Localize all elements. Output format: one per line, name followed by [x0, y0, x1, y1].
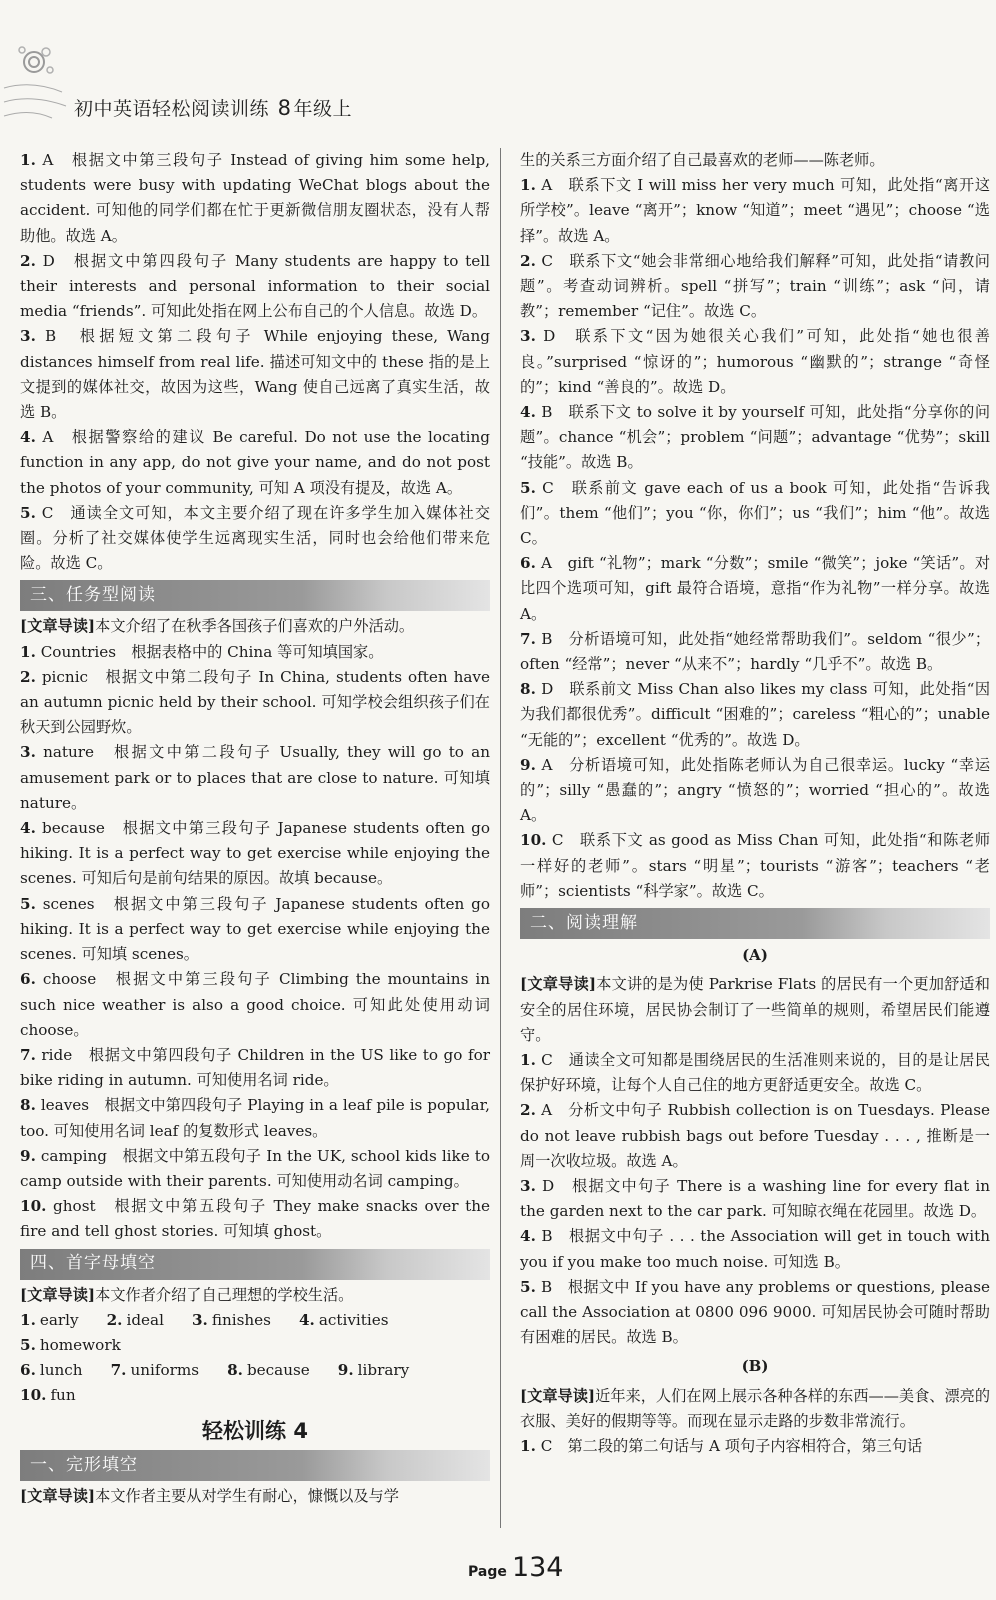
answer-item: 3. B 根据短文第二段句子 While enjoying these, Wang distances himself from real life. 描述可知文中的 these 指的是上文提到的媒体社交，故因为这些，Wang 使自己远离了真实生活，故选 B。 [20, 327, 490, 422]
section-heading-initial-letter: 四、首字母填空 [20, 1249, 490, 1280]
answer-item: 8. leaves 根据文中第四段句子 Playing in a leaf pile is popular, too. 可知使用名词 leaf 的复数形式 leaves。 [20, 1096, 490, 1140]
title-suffix: 年级上 [293, 98, 352, 120]
answer-word: 10. fun [20, 1386, 76, 1405]
page-header [0, 0, 996, 130]
answer-item: 5. B 根据文中 If you have any problems or questions, please call the Association at 0800 096 9000. 可知居民协会可随时帮助有困难的居民。故选 B。 [520, 1277, 991, 1347]
article-guide: [文章导读]本文介绍了在秋季各国孩子们喜欢的户外活动。 [20, 617, 415, 636]
answer-item: 9. camping 根据文中第五段句子 In the UK, school kids like to camp outside with their parents. 可知使用动名词 camping。 [20, 1146, 491, 1190]
answer-word: 5. homework [20, 1335, 121, 1354]
answer-item: 4. A 根据警察给的建议 Be careful. Do not use the locating function in any app, do not give your name, and do not post the photos of your community, 可知 A 项没有提及，故选 A。 [20, 428, 491, 497]
article-guide: [文章导读]本文讲的是为使 Parkrise Flats 的居民有一个更加舒适和安全的居住环境，居民协会制订了一些简单的规则，希望居民们能遵守。 [520, 975, 990, 1044]
answer-word: 7. uniforms [110, 1361, 200, 1380]
guide-continued: 生的关系三方面介绍了自己最喜欢的老师——陈老师。 [520, 151, 885, 169]
answers-group-a [20, 148, 490, 576]
answers-group-b [20, 640, 490, 1245]
answer-row [20, 1358, 490, 1408]
answer-item: 1. A 联系下文 I will miss her very much 可知，此处指“离开这所学校”。leave “离开”；know “知道”；meet “遇见”；choose “选择”。故选 A。 [520, 176, 991, 245]
answer-item: 2. A 分析文中句子 Rubbish collection is on Tuesdays. Please do not leave rubbish bags out before Tuesday . . . , 推断是一周一次收垃圾。故选 A。 [520, 1101, 991, 1170]
answer-item: 5. scenes 根据文中第三段句子 Japanese students often go hiking. It is a perfect way to get exercise while enjoying the scenes. 可知填 scenes。 [20, 894, 491, 964]
section-heading-reading-comprehension: 二、阅读理解 [520, 908, 990, 939]
answer-item: 4. because 根据文中第三段句子 Japanese students often go hiking. It is a perfect way to get exercise while enjoying the scenes. 可知后句是前句结果的原因。故填 because。 [20, 819, 490, 888]
answer-item: 1. C 第二段的第二句话与 A 项句子内容相符合，第三句话 [520, 1436, 923, 1455]
answer-item: 9. A 分析语境可知，此处指陈老师认为自己很幸运。lucky “幸运的”；silly “愚蠢的”；angry “愤怒的”；worried “担心的”。故选 A。 [520, 755, 991, 825]
answer-word: 4. activities [298, 1310, 389, 1329]
answers-group-d [520, 1048, 990, 1350]
article-guide: [文章导读]本文作者主要从对学生有耐心，慷慨以及与学 [20, 1486, 399, 1505]
answer-item: 10. ghost 根据文中第五段句子 They make snacks over the fire and tell ghost stories. 可知填 ghost。 [20, 1197, 491, 1241]
answer-word: 2. ideal [106, 1310, 164, 1329]
answer-item: 5. C 通读全文可知，本文主要介绍了现在许多学生加入媒体社交圈。分析了社交媒体使学生远离现实生活，同时也会给他们带来危险。故选 C。 [20, 503, 491, 573]
answer-item: 6. A gift “礼物”；mark “分数”；smile “微笑”；joke “笑话”。对比四个选项可知，gift 最符合语境，意指“作为礼物”一样分享。故选 A。 [520, 554, 991, 623]
page-number [468, 1552, 564, 1583]
answer-word: 3. finishes [191, 1310, 271, 1329]
left-column [20, 148, 490, 1509]
training-title: 轻松训练 4 [202, 1418, 308, 1443]
answer-item: 2. picnic 根据文中第二段句子 In China, students often have an autumn picnic held by their school. 可知学校会组织孩子们在秋天到公园野炊。 [20, 667, 491, 737]
answer-item: 7. ride 根据文中第四段句子 Children in the US like to go for bike riding in autumn. 可知使用名词 ride。 [20, 1045, 490, 1090]
running-title [74, 94, 352, 121]
part-label-b: (B) [741, 1357, 769, 1376]
answer-item: 2. D 根据文中第四段句子 Many students are happy to tell their interests and personal information to their social media “friends”. 可知此处指在网上公布自己的个人信息。故选 D。 [20, 251, 490, 321]
answer-item: 2. C 联系下文“她会非常细心地给我们解释”可知，此处指“请教问题”。考查动词辨析。spell “拼写”；train “训练”；ask “问，请教”；remember “记住”。故选 C。 [520, 251, 990, 321]
column-divider [500, 148, 501, 1528]
article-guide: [文章导读]近年来，人们在网上展示各种各样的东西——美食、漂亮的衣服、美好的假期等等。而现在显示走路的步数非常流行。 [520, 1386, 990, 1430]
answer-item: 6. choose 根据文中第三段句子 Climbing the mountains in such nice weather is also a good choice. 可知此处使用动词 choose。 [20, 970, 490, 1039]
answer-item: 4. B 联系下文 to solve it by yourself 可知，此处指“分享你的问题”。chance “机会”；problem “问题”；advantage “优势”；skill “技能”。故选 B。 [520, 403, 991, 472]
answer-item: 3. D 联系下文“因为她很关心我们”可知，此处指“她也很善良。”surprised “惊讶的”；humorous “幽默的”；strange “奇怪的”；kind “善良的”。故选 D。 [520, 327, 990, 396]
answer-item: 4. B 根据文中句子 . . . the Association will get in touch with you if you make too much noise. 可知选 B。 [520, 1227, 990, 1271]
answer-item: 1. A 根据文中第三段句子 Instead of giving him some help, students were busy with updating WeChat blogs about the accident. 可知他的同学们都在忙于更新微信朋友圈状态，没有人帮助他。故选 A。 [20, 151, 490, 245]
section-heading-cloze: 一、完形填空 [20, 1450, 490, 1481]
page-number-value: 134 [511, 1552, 564, 1583]
answers-group-c [520, 173, 990, 904]
answer-word: 1. early [20, 1310, 79, 1329]
title-grade: 8 [277, 96, 292, 120]
reading-logo-icon [2, 40, 72, 130]
answer-item: 10. C 联系下文 as good as Miss Chan 可知，此处指“和陈老师一样好的老师”。stars “明星”；tourists “游客”；teachers “老师”；scientists “科学家”。故选 C。 [520, 831, 991, 900]
answer-word: 9. library [337, 1361, 410, 1380]
answer-item: 3. D 根据文中句子 There is a washing line for every flat in the garden next to the car park. 可知晾衣绳在花园里。故选 D。 [520, 1176, 991, 1221]
answer-item: 1. C 通读全文可知都是围绕居民的生活准则来说的，目的是让居民保护好环境，让每个人自己住的地方更舒适更安全。故选 C。 [520, 1050, 991, 1095]
answer-word: 6. lunch [20, 1361, 83, 1380]
answer-row [20, 1308, 490, 1358]
article-guide: [文章导读]本文作者介绍了自己理想的学校生活。 [20, 1285, 354, 1304]
answer-item: 5. C 联系前文 gave each of us a book 可知，此处指“告诉我们”。them “他们”；you “你，你们”；us “我们”；him “他”。故选 C。 [520, 478, 990, 548]
answer-item: 1. Countries 根据表格中的 China 等可知填国家。 [20, 642, 384, 661]
title-prefix: 初中英语轻松阅读训练 [74, 98, 270, 120]
page-label: Page [468, 1564, 507, 1580]
answer-item: 7. B 分析语境可知，此处指“她经常帮助我们”。seldom “很少”；often “经常”；never “从来不”；hardly “几乎不”。故选 B。 [520, 629, 991, 674]
answer-word: 8. because [227, 1361, 310, 1380]
part-label-a: (A) [742, 946, 768, 965]
section-heading-task-reading: 三、任务型阅读 [20, 580, 490, 611]
right-column [520, 148, 990, 1459]
answer-item: 8. D 联系前文 Miss Chan also likes my class 可知，此处指“因为我们都很优秀”。difficult “困难的”；careless “粗心的”；unable “无能的”；excellent “优秀的”。故选 D。 [520, 680, 991, 749]
answer-item: 3. nature 根据文中第二段句子 Usually, they will go to an amusement park or to places that are close to nature. 可知填 nature。 [20, 743, 490, 812]
